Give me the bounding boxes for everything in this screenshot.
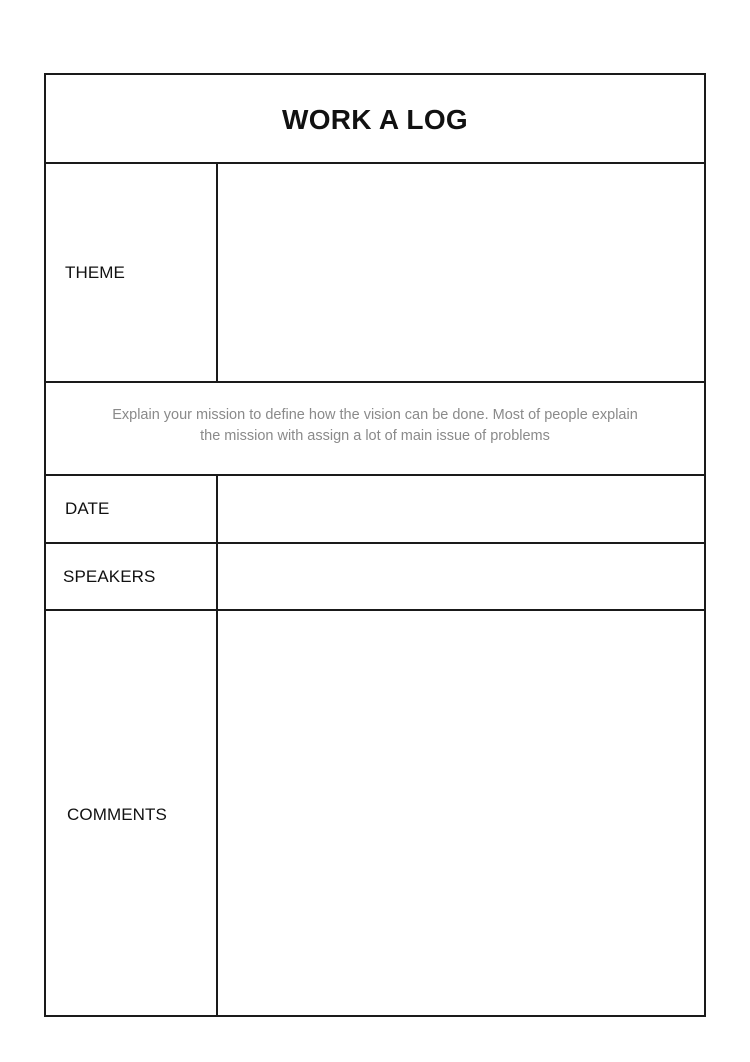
date-label: DATE bbox=[65, 499, 110, 518]
speakers-row bbox=[46, 544, 704, 611]
theme-row bbox=[46, 164, 704, 383]
work-log-form bbox=[44, 73, 706, 1017]
description-text: Explain your mission to define how the vision can be done. Most of people explain the mission with assign a lot of main issue of problems bbox=[112, 406, 638, 444]
date-field[interactable] bbox=[218, 476, 704, 542]
comments-row bbox=[46, 611, 704, 1015]
comments-field[interactable] bbox=[218, 611, 704, 1015]
theme-label: THEME bbox=[65, 262, 125, 282]
comments-label-cell bbox=[46, 611, 218, 1015]
date-row bbox=[46, 476, 704, 544]
title-row bbox=[46, 75, 704, 164]
speakers-label: SPEAKERS bbox=[63, 566, 156, 586]
theme-label-cell bbox=[46, 164, 218, 381]
theme-field[interactable] bbox=[218, 164, 704, 381]
date-label-cell bbox=[46, 476, 218, 542]
speakers-label-cell bbox=[46, 544, 218, 609]
page-title: WORK A LOG bbox=[281, 103, 468, 135]
description-box bbox=[46, 383, 704, 474]
speakers-field[interactable] bbox=[218, 544, 704, 609]
comments-label: COMMENTS bbox=[67, 805, 167, 824]
description-row bbox=[46, 383, 704, 476]
